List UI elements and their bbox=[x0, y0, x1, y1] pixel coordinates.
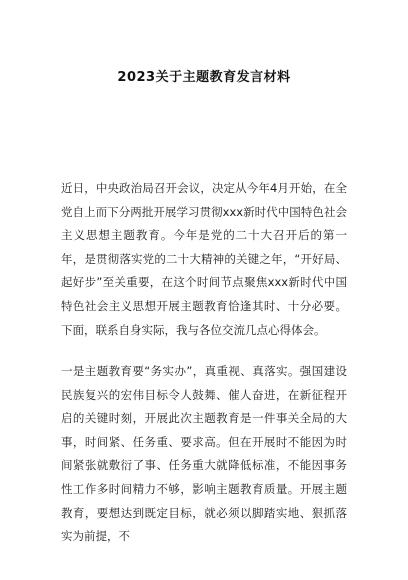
document-title: 2023关于主题教育发言材料 bbox=[117, 70, 291, 85]
paragraph-point-one: 一是主题教育要“务实办”，真重视、真落实。强国建设民族复兴的宏伟目标令人鼓舞、催人奋进，在新征程开启的关键时刻，开展此次主题教育是一件事关全局的大事，时间紧、任务重、要求高。但在开展时不能因为时间紧张就敷衍了事、任务重大就降低标准，不能因事务性工作多时间精力不够，影响主题教育质量。开展主题教育，要想达到既定目标，就必须以脚踏实地、狠抓落实为前提，不 bbox=[61, 364, 347, 544]
paragraph-intro: 近日，中央政治局召开会议，决定从今年4月开始，在全党自上而下分两批开展学习贯彻xxx新时代中国特色社会主义思想主题教育。今年是党的二十大召开后的第一年，是贯彻落实党的二十大精神的关键之年，“开好局、起好步”至关重要，在这个时间节点聚焦xxx新时代中国特色社会主义思想开展主题教育恰逢其时、十分必要。下面，联系自身实际，我与各位交流几点心得体会。 bbox=[61, 181, 347, 337]
